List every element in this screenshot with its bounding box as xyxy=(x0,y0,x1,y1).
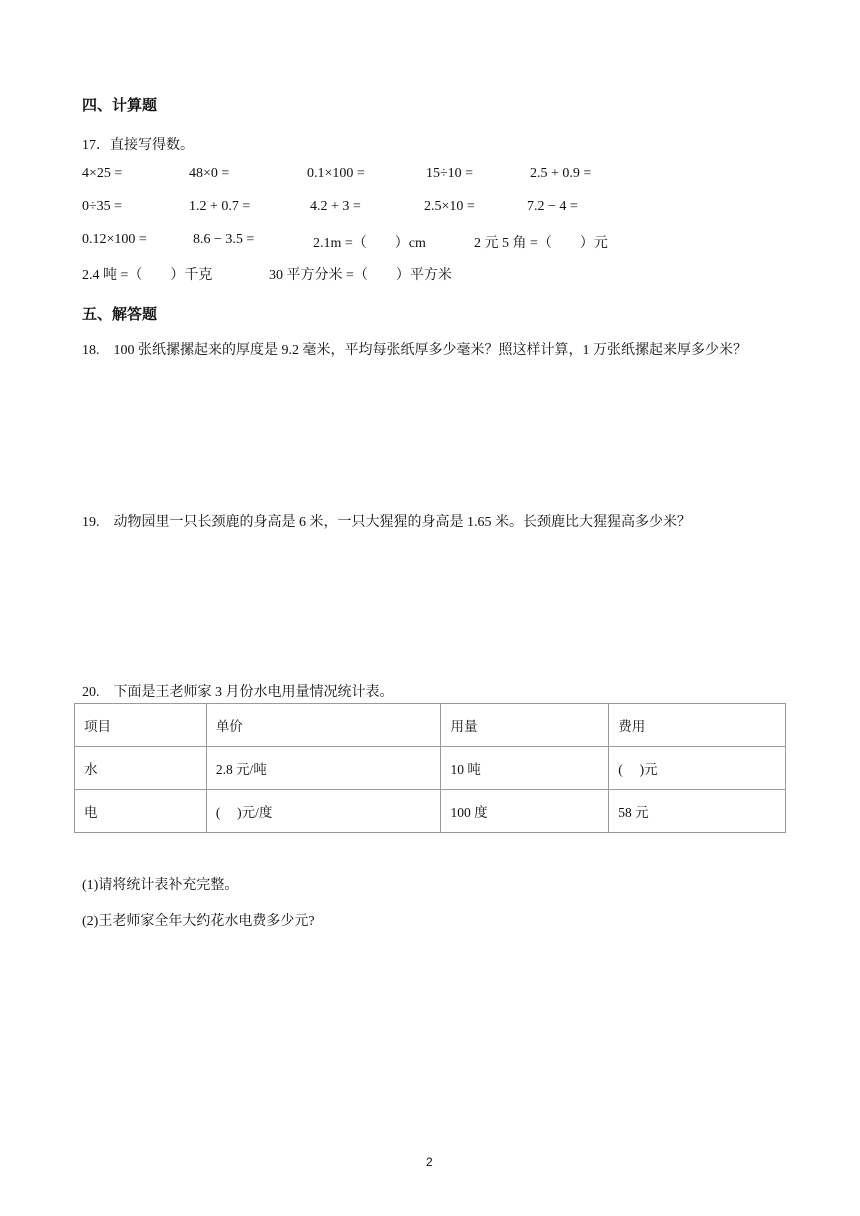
table-cell: ( )元 xyxy=(609,747,786,790)
table-header-cell: 项目 xyxy=(75,704,207,747)
table-row xyxy=(75,790,786,833)
table-header-row xyxy=(75,704,786,747)
q17-item: 2.5×10 = xyxy=(424,199,475,214)
q18-text: 18. 100 张纸摞摞起来的厚度是 9.2 毫米，平均每张纸厚多少毫米？照这样计算，1 万张纸摞起来厚多少米？ xyxy=(82,343,747,358)
table-cell: 电 xyxy=(75,790,207,833)
q17-item: 4×25 = xyxy=(82,166,123,181)
table-cell: 10 吨 xyxy=(441,747,609,790)
table-header-cell: 单价 xyxy=(206,704,441,747)
table-cell: 58 元 xyxy=(609,790,786,833)
q20-sub2: (2)王老师家全年大约花水电费多少元? xyxy=(82,914,315,929)
q17-item: 8.6 − 3.5 = xyxy=(193,232,255,247)
q17-prompt: 17．直接写得数。 xyxy=(82,138,194,153)
q17-item: 7.2 − 4 = xyxy=(527,199,578,214)
q19-text: 19. 动物园里一只长颈鹿的身高是 6 米，一只大猩猩的身高是 1.65 米。长颈鹿比大猩猩高多少米？ xyxy=(82,515,691,530)
q17-item: 2.1m =（ ）cm xyxy=(313,236,426,251)
q17-item: 15÷10 = xyxy=(426,166,474,181)
q17-item: 4.2 + 3 = xyxy=(310,199,361,214)
q17-item: 0.1×100 = xyxy=(307,166,365,181)
q17-item: 0.12×100 = xyxy=(82,232,147,247)
q17-item: 1.2 + 0.7 = xyxy=(189,199,251,214)
table-cell: 2.8 元/吨 xyxy=(206,747,441,790)
page-number: 2 xyxy=(426,1155,433,1169)
table-cell: ( )元/度 xyxy=(206,790,441,833)
q20-prompt: 20. 下面是王老师家 3 月份水电用量情况统计表。 xyxy=(82,685,394,700)
q17-item: 2.4 吨 =（ ）千克 xyxy=(82,268,213,283)
q17-item: 2.5 + 0.9 = xyxy=(530,166,592,181)
table-cell: 水 xyxy=(75,747,207,790)
utility-stats-table xyxy=(74,703,786,833)
table-row xyxy=(75,747,786,790)
section5-title: 五、解答题 xyxy=(82,305,158,323)
q17-item: 48×0 = xyxy=(189,166,230,181)
q17-item: 2 元 5 角 =（ ）元 xyxy=(474,236,608,251)
section4-title: 四、计算题 xyxy=(82,96,158,114)
q17-item: 30 平方分米 =（ ）平方米 xyxy=(269,268,452,283)
table-header-cell: 费用 xyxy=(609,704,786,747)
q20-sub1: (1)请将统计表补充完整。 xyxy=(82,878,239,893)
table-header-cell: 用量 xyxy=(441,704,609,747)
table-cell: 100 度 xyxy=(441,790,609,833)
q17-item: 0÷35 = xyxy=(82,199,123,214)
